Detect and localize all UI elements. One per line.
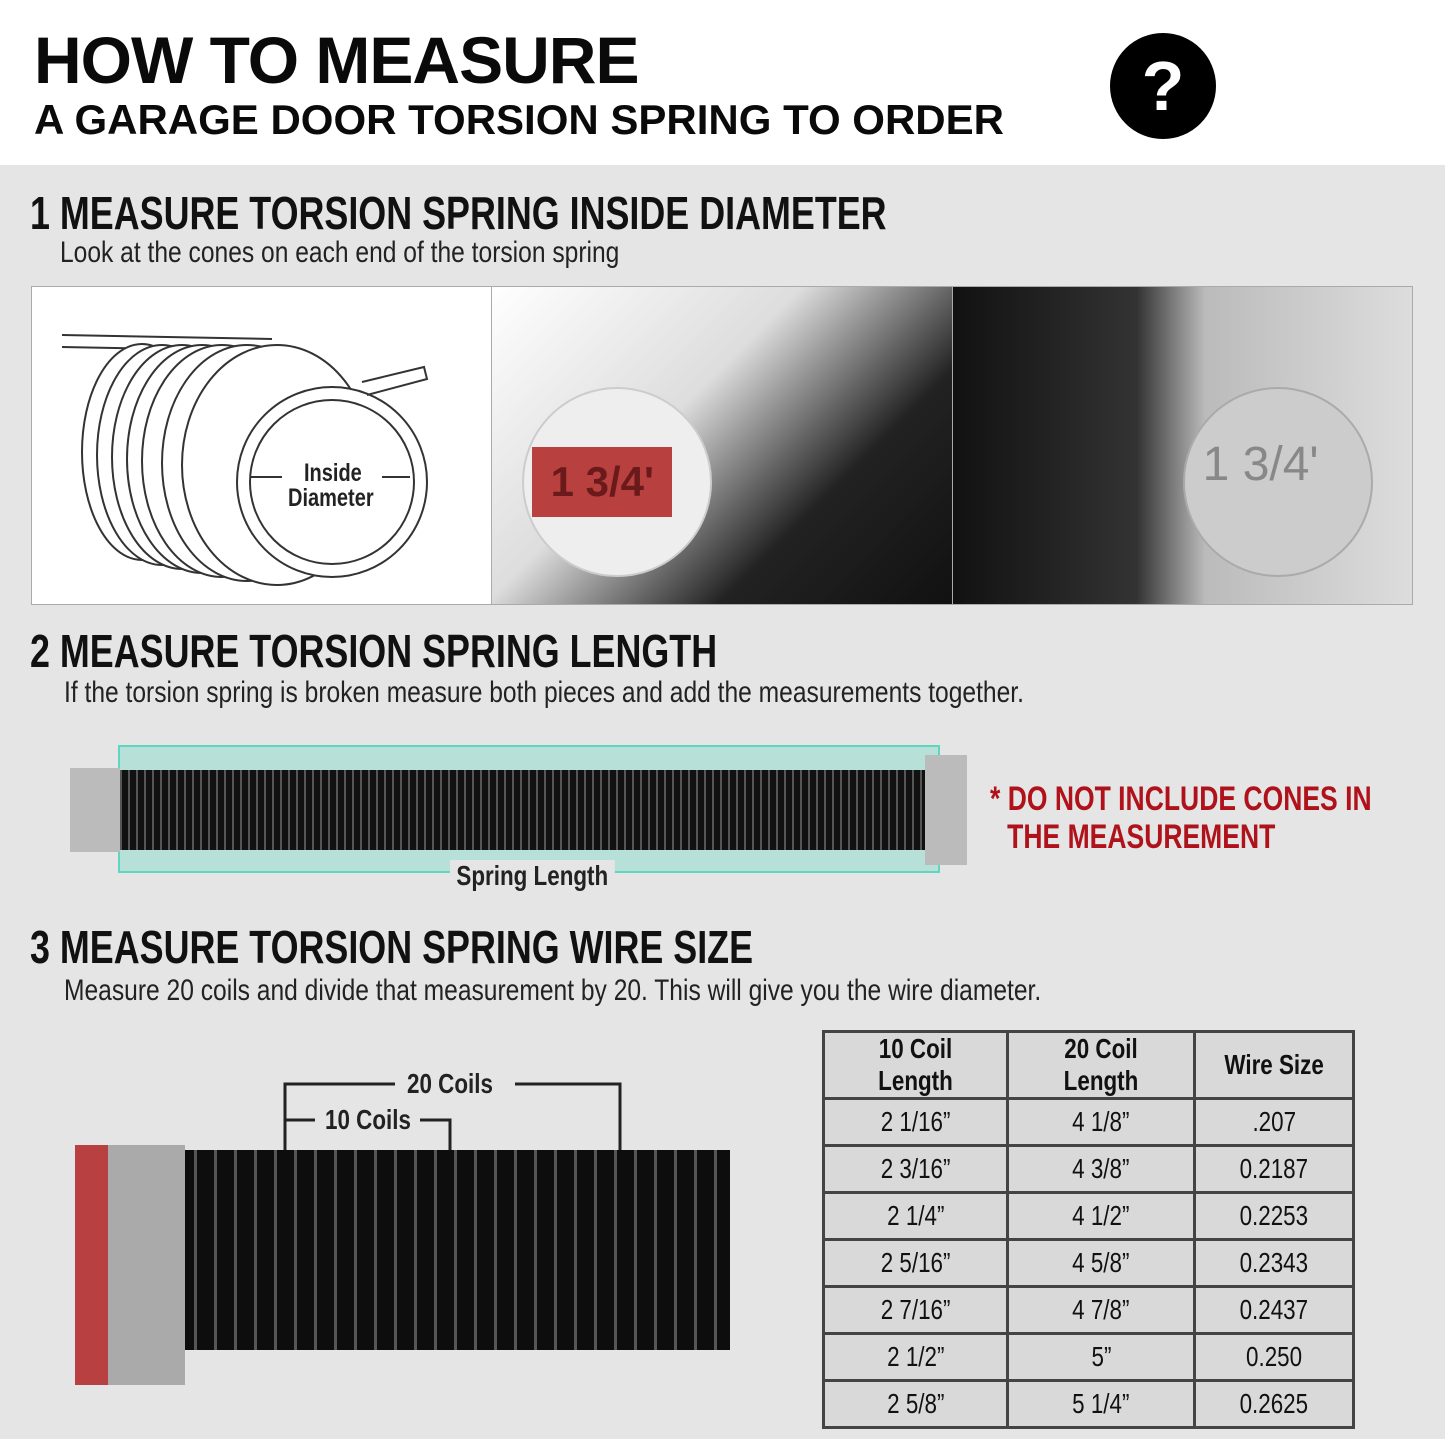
note-line-2: THE MEASUREMENT: [1007, 818, 1276, 856]
table-row: 2 5/16” 4 5/8” 0.2343: [824, 1240, 1354, 1287]
step3-subtext: Measure 20 coils and divide that measurement by 20. This will give you the wire diameter.: [64, 974, 1042, 1007]
header: [0, 0, 1445, 165]
question-mark-icon: ?: [1110, 33, 1216, 139]
step2-subtext: If the torsion spring is broken measure both pieces and add the measurements together.: [64, 676, 1024, 709]
table-row: 2 7/16” 4 7/8” 0.2437: [824, 1287, 1354, 1334]
table-row: 2 3/16” 4 3/8” 0.2187: [824, 1146, 1354, 1193]
cones-note: [990, 780, 1372, 856]
step3-heading: 3 MEASURE TORSION SPRING WIRE SIZE: [30, 921, 754, 973]
col-header: Wire Size: [1195, 1032, 1354, 1099]
col-header: 10 Coil Length: [824, 1032, 1008, 1099]
page-title: HOW TO MEASURE: [34, 23, 639, 97]
table-row: 2 5/8” 5 1/4” 0.2625: [824, 1381, 1354, 1428]
table-row: 2 1/2” 5” 0.250: [824, 1334, 1354, 1381]
step1-heading: 1 MEASURE TORSION SPRING INSIDE DIAMETER: [30, 187, 887, 239]
spring-closeup-photo: [160, 1150, 730, 1350]
step1-subtext: Look at the cones on each end of the torsion spring: [60, 236, 620, 269]
left-cone: [70, 768, 120, 852]
spring-length-label: Spring Length: [450, 860, 615, 892]
table-header-row: [824, 1032, 1354, 1099]
cone-photo-1: [492, 287, 952, 604]
table-row: 2 1/16” 4 1/8” .207: [824, 1099, 1354, 1146]
note-line-1: * DO NOT INCLUDE CONES IN: [990, 780, 1372, 818]
right-cone: [925, 755, 967, 865]
cone-marking-2: 1 3/4': [1202, 438, 1319, 491]
col-header: 20 Coil Length: [1008, 1032, 1195, 1099]
10-coils-label: 10 Coils: [325, 1104, 411, 1135]
coil-diagram: [32, 287, 492, 604]
diameter-label: Diameter: [288, 484, 374, 512]
step2-heading: 2 MEASURE TORSION SPRING LENGTH: [30, 625, 718, 677]
spring-photo: [90, 770, 960, 850]
page-subtitle: A GARAGE DOOR TORSION SPRING TO ORDER: [34, 96, 1004, 143]
coil-diagram-drawing: [32, 287, 492, 604]
cone-marking: 1 3/4': [532, 447, 672, 517]
table-row: 2 1/4” 4 1/2” 0.2253: [824, 1193, 1354, 1240]
cone-photo-2: [953, 287, 1412, 604]
inside-label: Inside: [304, 459, 362, 487]
wire-size-table: [822, 1030, 1355, 1429]
red-cone: [75, 1145, 185, 1385]
inside-diameter-images: [31, 286, 1413, 605]
20-coils-label: 20 Coils: [407, 1068, 493, 1099]
